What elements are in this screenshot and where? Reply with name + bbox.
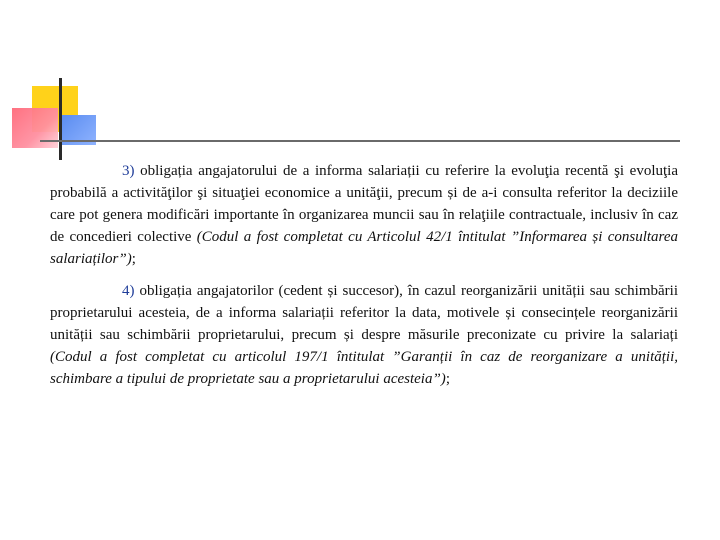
paragraph-4 [50, 280, 678, 390]
paragraph-3 [50, 160, 678, 270]
vertical-rule [59, 78, 62, 160]
decorative-squares [0, 0, 160, 170]
paragraph-note: (Codul a fost completat cu Articolul 42/1 întitulat ”Informarea și consultarea salariaților”) [50, 229, 678, 267]
paragraph-number: 3) [122, 163, 135, 179]
red-square [12, 108, 58, 148]
paragraph-number: 4) [122, 283, 135, 299]
paragraph-note: (Codul a fost completat cu articolul 197/1 întitulat ”Garanții în caz de reorganizare a unității, schimbare a tipului de proprietate sau a proprietarului acesteia”) [50, 349, 678, 387]
slide-content [50, 160, 678, 400]
paragraph-end: ; [445, 371, 450, 387]
paragraph-end: ; [131, 251, 136, 267]
horizontal-rule [40, 140, 680, 142]
paragraph-text: obligația angajatorilor (cedent și succesor), în cazul reorganizării unității sau schimbării proprietarului acesteia, de a informa salariații referitor la data, motivele și consecințele reorganizării unității sau schimbării proprietarului, precum și despre măsurile preconizate cu privire la salariați [50, 283, 678, 343]
paragraph-text: obligația angajatorului de a informa salariații cu referire la evoluţia recentă şi evoluţia probabilă a activităţilor şi situaţiei economice a unităţii, precum și de a-i consulta referitor la deciziile care pot genera modificări importante în organizarea muncii sau în relaţiile contractuale, inclusiv în caz de concedieri colective [50, 163, 678, 245]
